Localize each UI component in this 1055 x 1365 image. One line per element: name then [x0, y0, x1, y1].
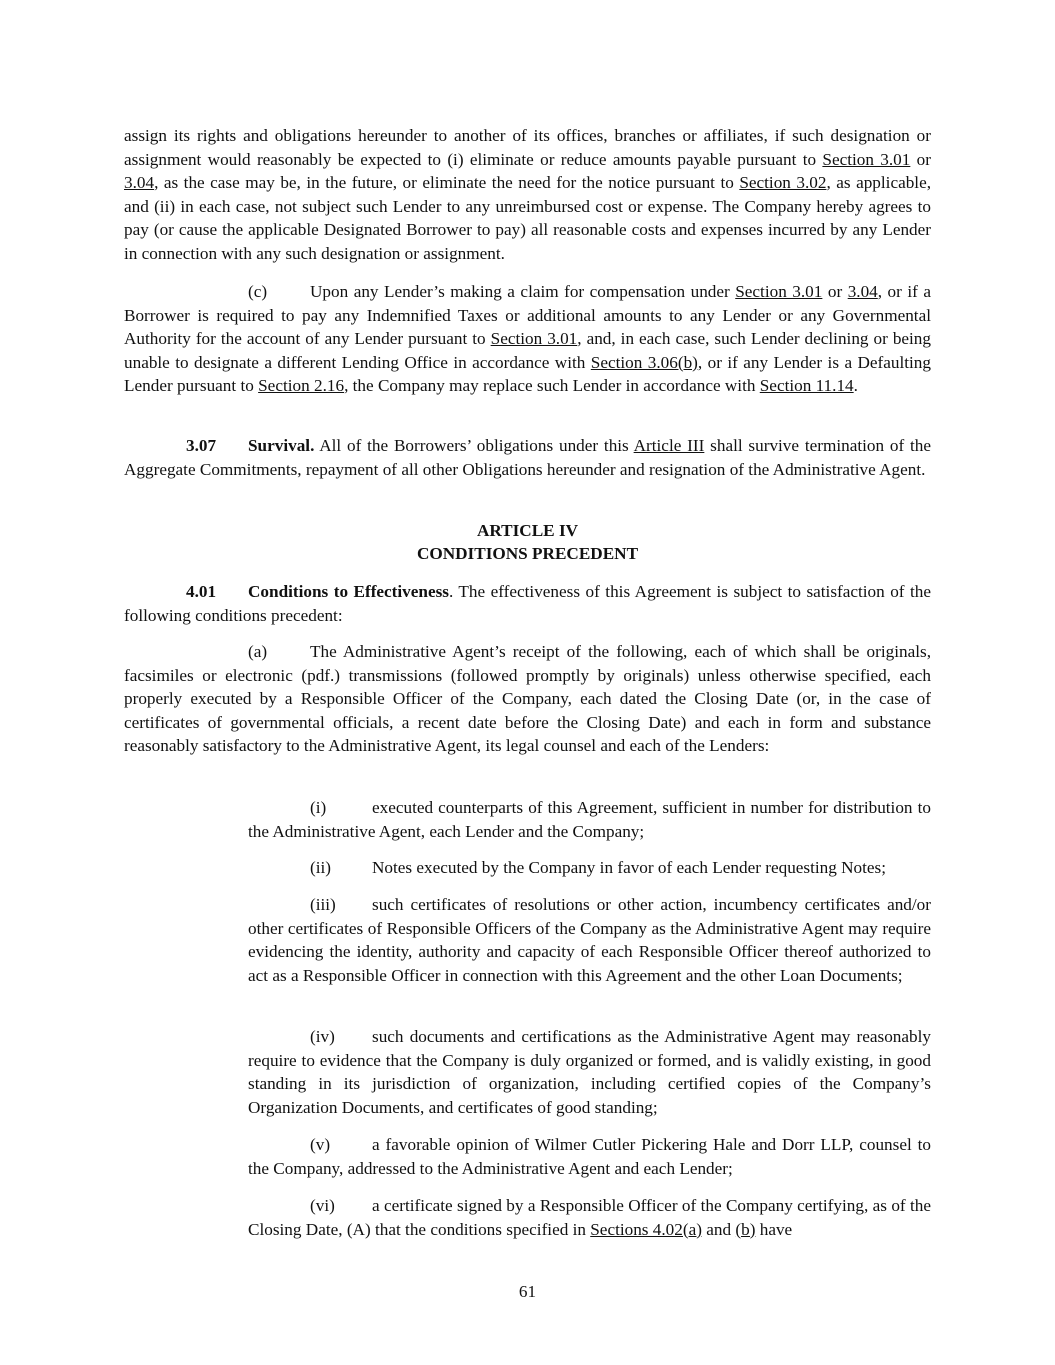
item-label: (i) — [310, 798, 327, 817]
section-title: Conditions to Effectiveness — [248, 582, 449, 601]
section-link: Section 3.01 — [490, 329, 578, 349]
section-link: Section 11.14 — [759, 376, 854, 396]
article-heading: ARTICLE IV — [476, 521, 579, 540]
section-link: Section 3.06(b) — [590, 352, 698, 372]
article-subheading: CONDITIONS PRECEDENT — [416, 544, 639, 563]
section-link: Sections 4.02(a) — [590, 1219, 702, 1239]
paragraph-continuation: assign its rights and obligations hereunder to another of its offices, branches or affiliates, if such designation or assignment would reasonably be expected to (i) eliminate or reduce amounts payable pursuant to Section 3.01 or 3.04, as the case may be, in the future, or eliminate the need for the notice pursuant to Section 3.02, as applicable, and (ii) in each case, not subject such Lender to any unreimbursed cost or expense. The Company hereby agrees to pay (or cause the applicable Designated Borrower to pay) all reasonable costs and expenses incurred by any Lender in connection with any such designation or assignment. — [124, 126, 931, 263]
item-iv: (iv) such documents and certifications as the Administrative Agent may reasonably require to evidence that the Company is duly organized or formed, and is validly existing, in good standing in its jurisdiction of organization, including certified copies of the Company’s Organization Documents, and certificates of good standing; — [248, 1027, 931, 1117]
item-vi: (vi) a certificate signed by a Responsible Officer of the Company certifying, as of the Closing Date, (A) that the conditions specified in Sections 4.02(a) and (b) have — [248, 1196, 931, 1239]
item-label: (iii) — [310, 895, 336, 914]
page-number: 61 — [518, 1282, 537, 1301]
paragraph-c: (c) Upon any Lender’s making a claim for compensation under Section 3.01 or 3.04, or if a Borrower is required to pay any Indemnified Taxes or additional amounts to any Lender or any Governmental Authority for the account of any Lender pursuant to Section 3.01, and, in each case, such Lender declining or being unable to designate a different Lending Office in accordance with Section 3.06(b), or if any Lender is a Defaulting Lender pursuant to Section 2.16, the Company may replace such Lender in accordance with Section 11.14. — [124, 282, 931, 396]
article-link: Article III — [633, 436, 705, 455]
item-label: (vi) — [310, 1196, 335, 1215]
section-3-07: 3.07 Survival. All of the Borrowers’ obligations under this Article III shall survive termination of the Aggregate Commitments, repayment of all other Obligations hereunder and resignation of the Administrative Agent. — [124, 436, 932, 479]
section-link: Section 2.16 — [258, 376, 345, 396]
item-ii: (ii) Notes executed by the Company in favor of each Lender requesting Notes; — [248, 856, 931, 880]
item-iii: (iii) such certificates of resolutions or other action, incumbency certificates and/or other certificates of Responsible Officers of the Company as the Administrative Agent may require evidencing the identity, authority and capacity of each Responsible Officer thereof authorized to act as a Responsible Officer in connection with this Agreement and the other Loan Documents; — [248, 895, 931, 985]
section-link: Section 3.01 — [735, 282, 823, 301]
section-link: 3.04 — [847, 282, 878, 301]
clause-label: (a) — [248, 642, 268, 661]
item-i: (i) executed counterparts of this Agreement, sufficient in number for distribution to the Administrative Agent, each Lender and the Company; — [248, 798, 931, 841]
section-link: Section 3.02 — [739, 173, 827, 193]
item-label: (iv) — [310, 1027, 335, 1046]
item-label: (v) — [310, 1135, 331, 1154]
paragraph-a: (a) The Administrative Agent’s receipt of the following, each of which shall be originals, facsimiles or electronic (pdf.) transmissions (followed promptly by originals) unless otherwise specified, each properly executed by a Responsible Officer of the Company, each dated the Closing Date (or, in the case of certificates of governmental officials, a recent date before the Closing Date) and each in form and substance reasonably satisfactory to the Administrative Agent, its legal counsel and each of the Lenders: — [124, 642, 931, 756]
section-4-01: 4.01 Conditions to Effectiveness. The effectiveness of this Agreement is subject to satisfaction of the following conditions precedent: — [124, 582, 931, 625]
item-v: (v) a favorable opinion of Wilmer Cutler Pickering Hale and Dorr LLP, counsel to the Company, addressed to the Administrative Agent and each Lender; — [248, 1135, 931, 1178]
section-link: Section 3.01 — [822, 149, 911, 169]
section-link: (b) — [735, 1219, 756, 1239]
section-number: 3.07 — [186, 436, 217, 455]
section-link: 3.04 — [124, 173, 155, 193]
section-title: Survival. — [248, 436, 315, 455]
item-label: (ii) — [310, 858, 331, 877]
clause-label: (c) — [248, 282, 268, 301]
section-number: 4.01 — [186, 582, 217, 601]
